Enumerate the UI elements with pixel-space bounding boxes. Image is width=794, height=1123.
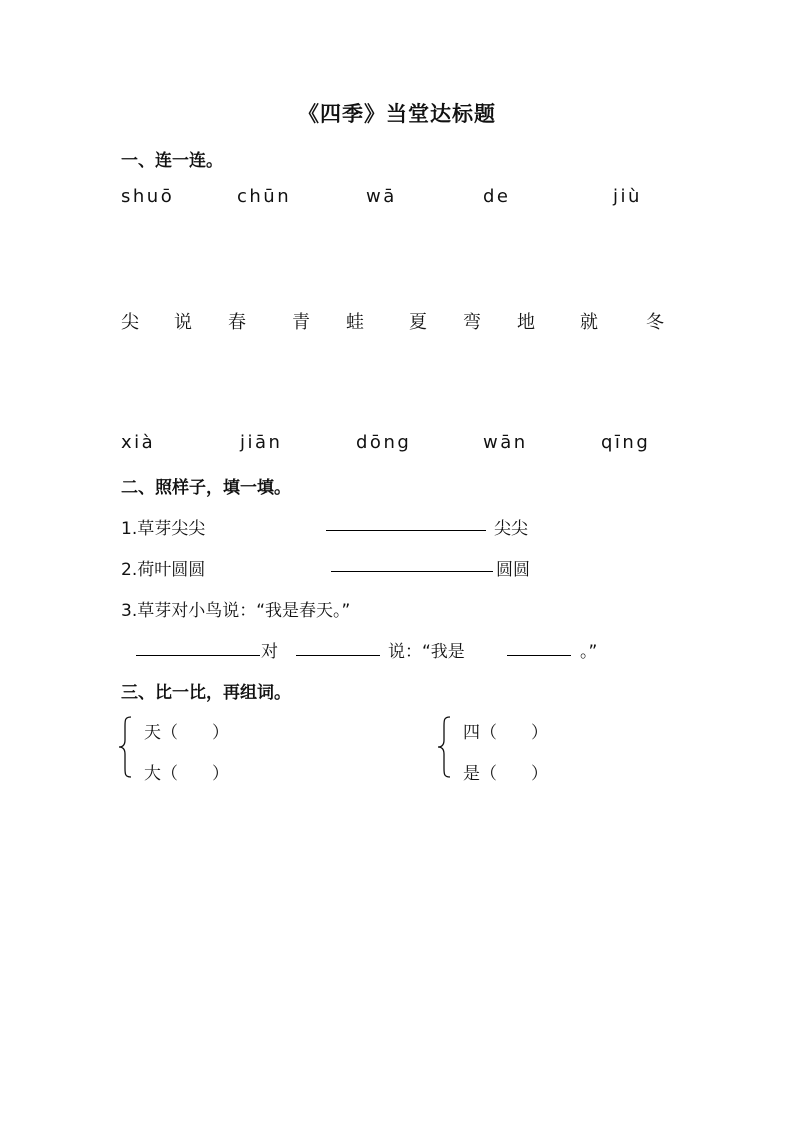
character-2: 说 <box>174 312 192 333</box>
right-pair-1: 四（ ） <box>463 723 548 743</box>
q3-example: 3.草芽对小鸟说：“我是春天。” <box>121 601 351 621</box>
section2-heading: 二、照样子，填一填。 <box>121 478 291 498</box>
right-brace-icon <box>437 716 451 778</box>
q3-blank-1[interactable] <box>136 655 260 656</box>
q2-suffix: 圆圆 <box>496 560 530 580</box>
q3-blank-3[interactable] <box>507 655 571 656</box>
left-brace-icon <box>118 716 132 778</box>
pinyin-bottom-3: dōng <box>356 432 412 453</box>
right-pair-2: 是（ ） <box>463 764 548 784</box>
pinyin-bottom-1: xià <box>121 432 156 453</box>
section1-heading: 一、连一连。 <box>121 151 223 171</box>
q3-part1: 对 <box>261 642 278 662</box>
pinyin-bottom-4: wān <box>483 432 528 453</box>
pinyin-bottom-2: jiān <box>240 432 283 453</box>
character-10: 冬 <box>646 312 664 333</box>
pinyin-bottom-5: qīng <box>601 432 651 453</box>
q3-blank-2[interactable] <box>296 655 380 656</box>
q2-prefix: 2.荷叶圆圆 <box>121 560 206 580</box>
q1-prefix: 1.草芽尖尖 <box>121 519 206 539</box>
pinyin-top-4: de <box>483 186 511 207</box>
pinyin-top-1: shuō <box>121 186 175 207</box>
character-5: 蛙 <box>346 312 364 333</box>
pinyin-top-3: wā <box>366 186 397 207</box>
section3-heading: 三、比一比，再组词。 <box>121 683 291 703</box>
q1-suffix: 尖尖 <box>494 519 528 539</box>
character-3: 春 <box>228 312 246 333</box>
character-1: 尖 <box>121 312 139 333</box>
pinyin-top-2: chūn <box>237 186 292 207</box>
pinyin-top-5: jiù <box>613 186 642 207</box>
page-title: 《四季》当堂达标题 <box>298 102 496 126</box>
q3-end: 。” <box>580 642 598 662</box>
character-4: 青 <box>292 312 310 333</box>
left-pair-2: 大（ ） <box>144 764 229 784</box>
q3-part2: 说：“我是 <box>388 642 465 662</box>
q1-blank[interactable] <box>326 530 486 531</box>
q2-blank[interactable] <box>331 571 493 572</box>
character-6: 夏 <box>409 312 427 333</box>
left-pair-1: 天（ ） <box>144 723 229 743</box>
character-9: 就 <box>580 312 598 333</box>
character-8: 地 <box>517 312 535 333</box>
character-7: 弯 <box>463 312 481 333</box>
